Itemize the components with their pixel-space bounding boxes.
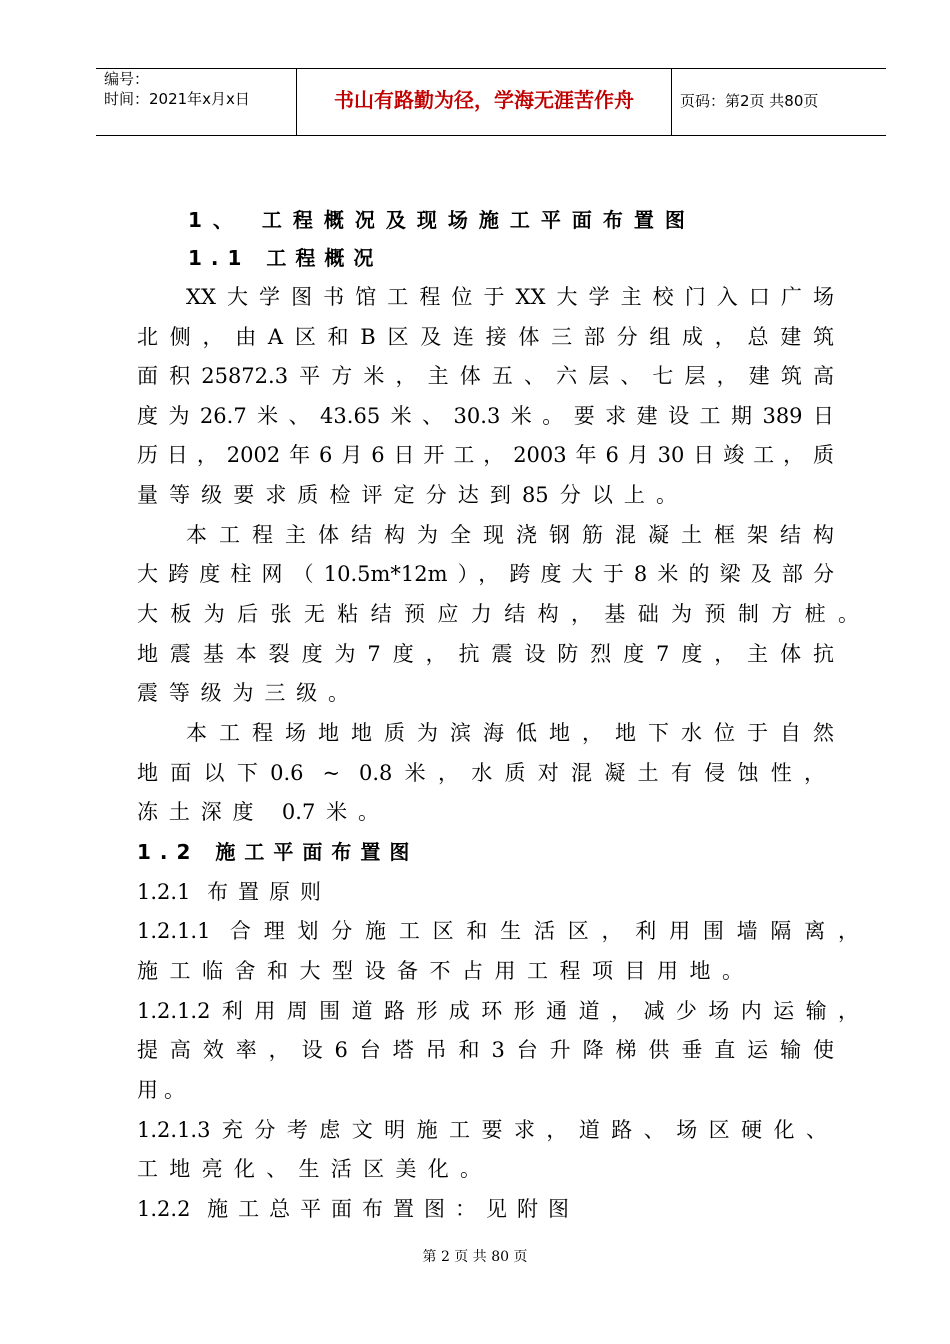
paragraph-line: 历日，2002年6月6日开工，2003年6月30日竣工，质 bbox=[137, 443, 834, 467]
doc-number-label: 编号： bbox=[104, 70, 150, 88]
paragraph-line: 1.2.1.1 合理划分施工区和生活区，利用围墙隔离， bbox=[137, 919, 859, 943]
paragraph-line: 提高效率，设6台塔吊和3台升降梯供垂直运输使 bbox=[137, 1038, 834, 1062]
paragraph-line: XX大学图书馆工程位于XX大学主校门入口广场 bbox=[186, 285, 834, 309]
paragraph-line: 北侧，由A区和B区及连接体三部分组成，总建筑 bbox=[137, 325, 834, 349]
paragraph-line: 1.2.1.3充分考虑文明施工要求，道路、场区硬化、 bbox=[137, 1118, 827, 1142]
paragraph-line: 本工程场地地质为滨海低地，地下水位于自然 bbox=[186, 721, 834, 745]
paragraph-line: 度为26.7米、43.65米、30.3米。要求建设工期389日 bbox=[137, 404, 834, 428]
header-motto: 书山有路勤为径，学海无涯苦作舟 bbox=[334, 88, 634, 112]
paragraph-line: 1.2.1.2利用周围道路形成环形通道，减少场内运输， bbox=[137, 999, 859, 1023]
section-heading-1-1: 1.1 工程概况 bbox=[188, 246, 383, 270]
header-page-label: 页码：第2页 共80页 bbox=[680, 92, 819, 110]
paragraph-line: 用。 bbox=[137, 1078, 191, 1102]
paragraph-line: 1.2.2 施工总平面布置图：见附图 bbox=[137, 1197, 569, 1221]
header-top-rule bbox=[96, 68, 886, 69]
section-title: 1、 工程概况及现场施工平面布置图 bbox=[188, 208, 696, 232]
doc-time-label: 时间：2021年x月x日 bbox=[104, 90, 250, 108]
paragraph-line: 本工程主体结构为全现浇钢筋混凝土框架结构 bbox=[186, 523, 834, 547]
paragraph-line: 地面以下0.6 ~ 0.8米，水质对混凝土有侵蚀性， bbox=[137, 761, 825, 785]
paragraph-line: 地震基本裂度为7度，抗震设防烈度7度，主体抗 bbox=[137, 642, 834, 666]
paragraph-line: 1.2.1 布置原则 bbox=[137, 880, 321, 904]
paragraph-line: 震等级为三级。 bbox=[137, 681, 349, 705]
header-bottom-rule bbox=[96, 135, 886, 136]
page-footer: 第 2 页 共 80 页 bbox=[422, 1249, 528, 1265]
paragraph-line: 面积25872.3平方米，主体五、六层、七层，建筑高 bbox=[137, 364, 834, 388]
paragraph-line: 量等级要求质检评定分达到85分以上。 bbox=[137, 483, 677, 507]
paragraph-line: 大板为后张无粘结预应力结构，基础为预制方桩。 bbox=[137, 602, 859, 626]
paragraph-line: 工地亮化、生活区美化。 bbox=[137, 1157, 481, 1181]
paragraph-line: 施工临舍和大型设备不占用工程项目用地。 bbox=[137, 959, 743, 983]
header-divider bbox=[671, 68, 672, 136]
section-heading-1-2: 1.2 施工平面布置图 bbox=[137, 840, 419, 864]
paragraph-line: 大跨度柱网（10.5m*12m），跨度大于8米的梁及部分 bbox=[137, 562, 834, 586]
header-divider bbox=[296, 68, 297, 136]
paragraph-line: 冻土深度 0.7米。 bbox=[137, 800, 379, 824]
